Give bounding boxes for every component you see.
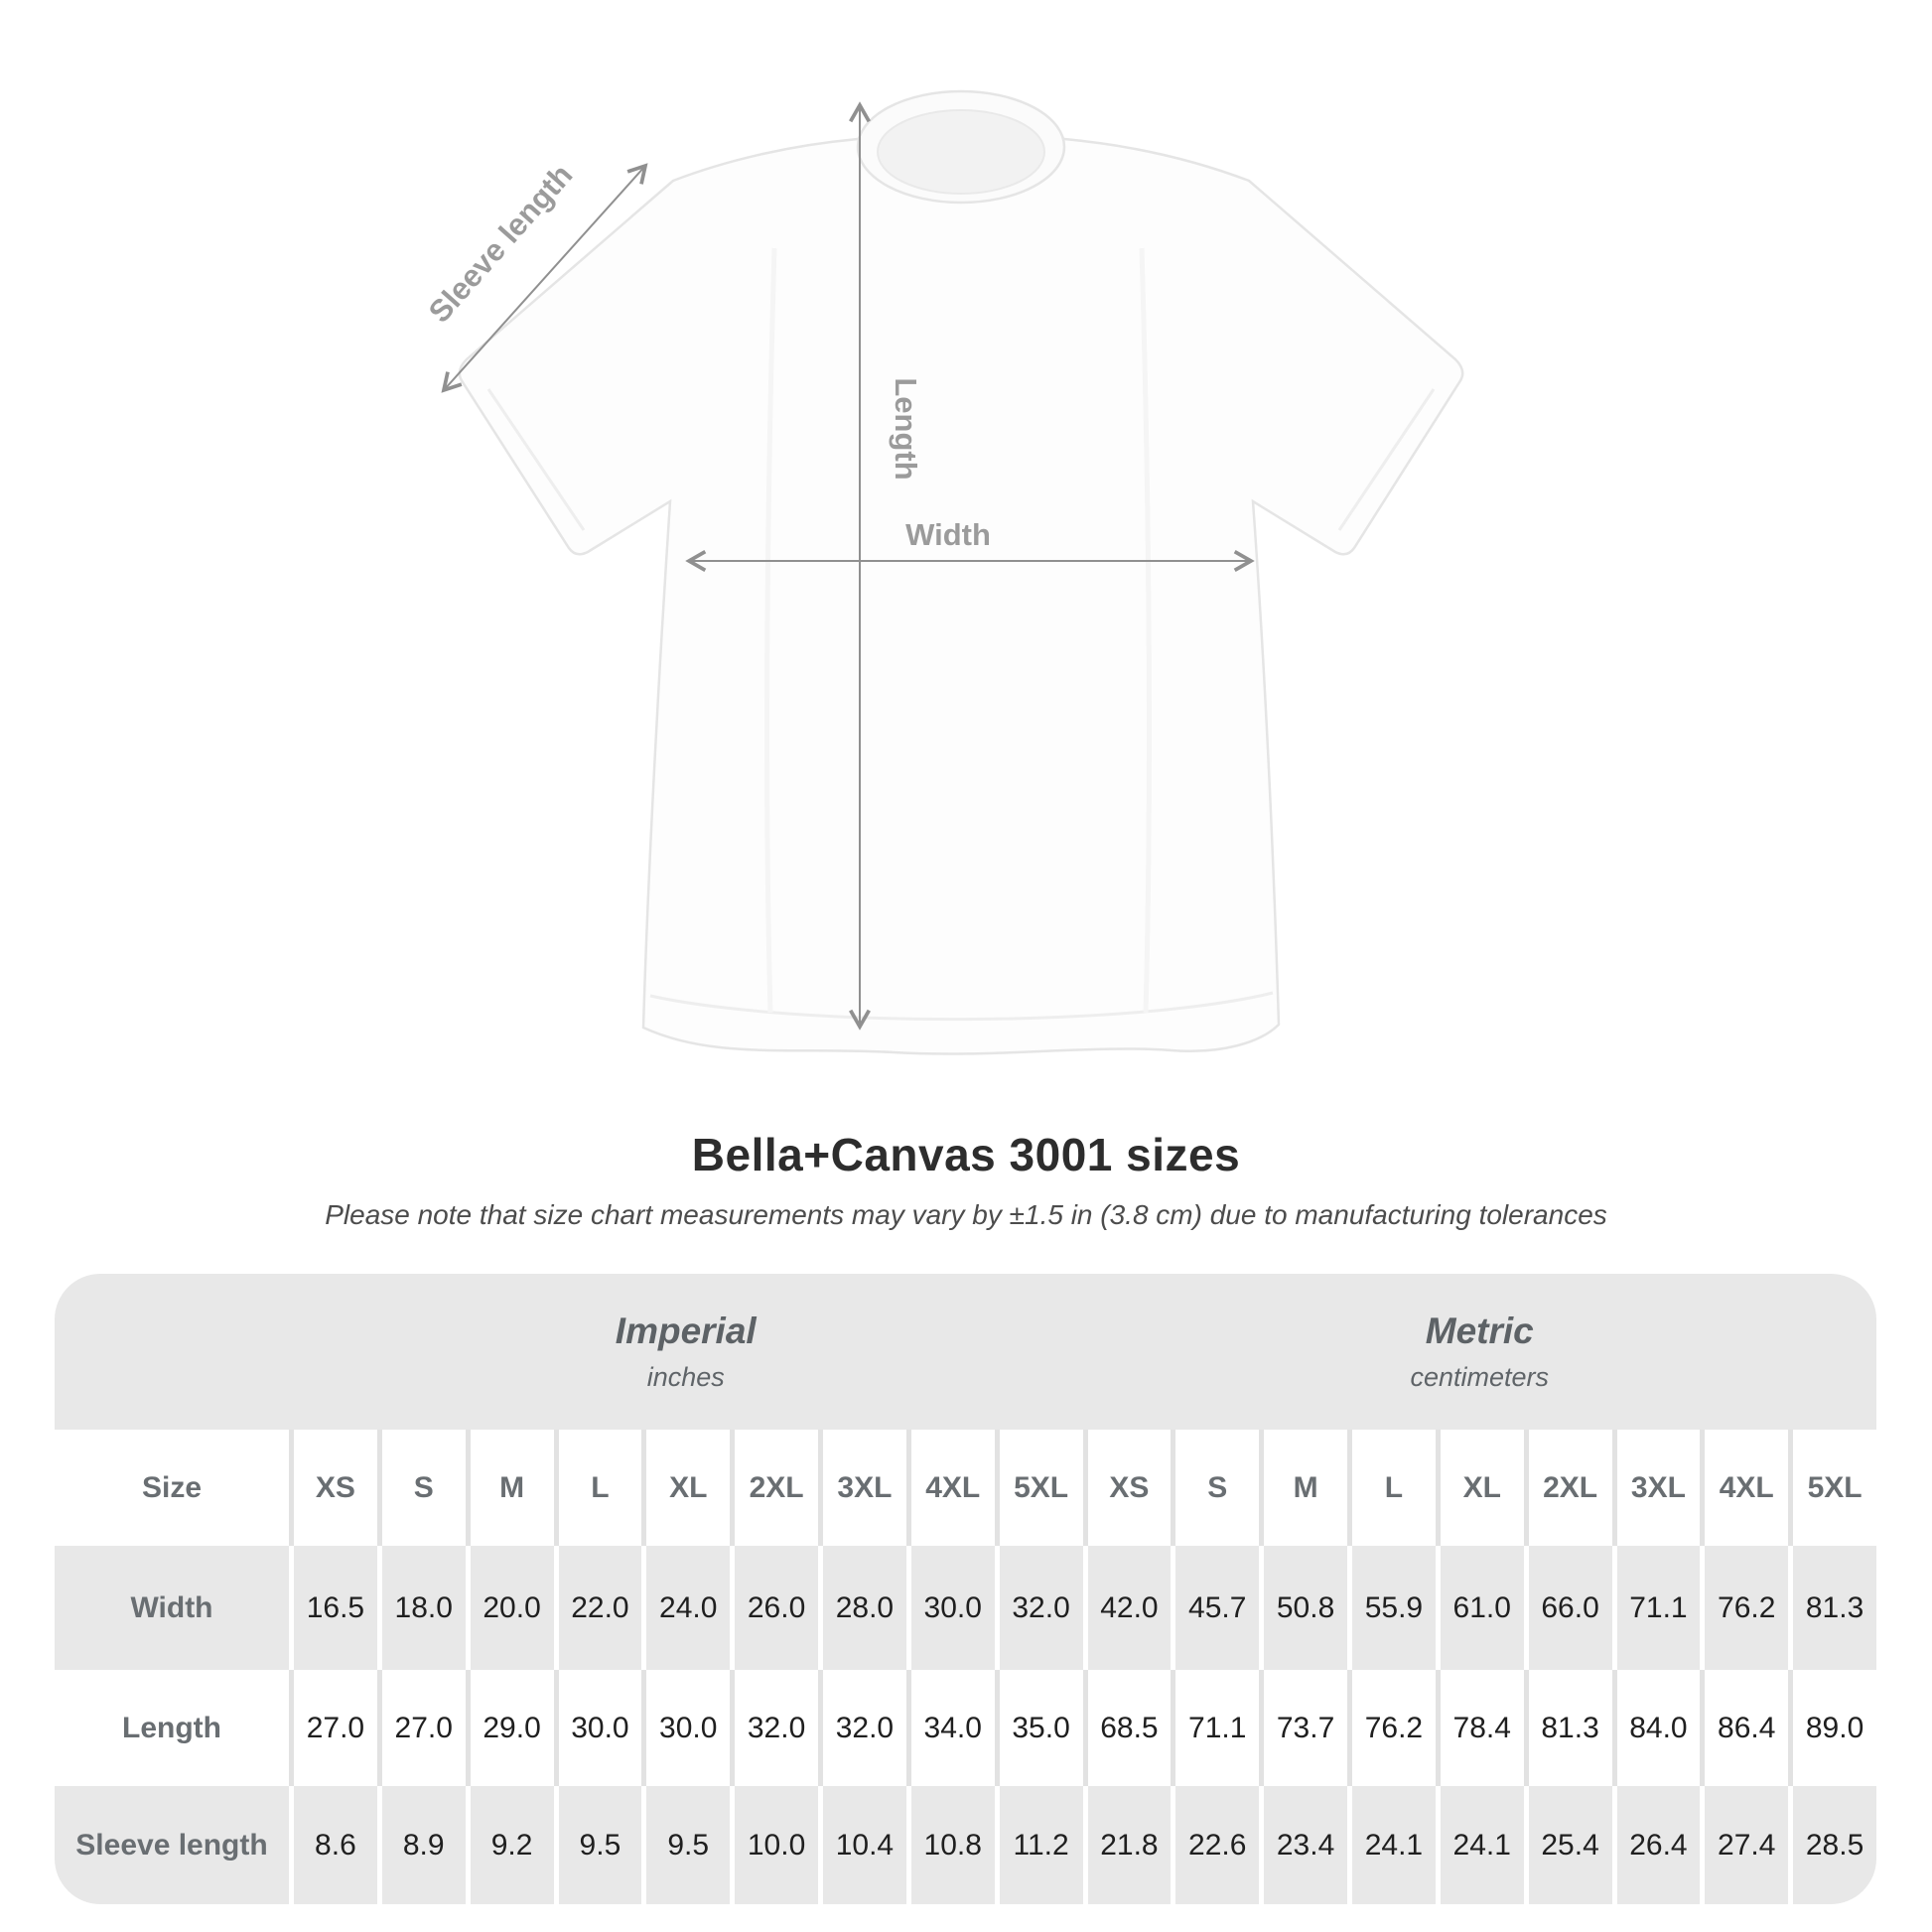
imperial-units-label: inches [646,1362,725,1392]
size-col-header: 4XL [906,1430,995,1546]
value-cell: 27.4 [1700,1786,1788,1904]
size-col-header: M [1259,1430,1347,1546]
row-label: Length [122,1711,221,1744]
size-col-header: 2XL [1524,1430,1612,1546]
size-col-header: 5XL [1788,1430,1876,1546]
value-cell: 18.0 [377,1546,466,1670]
value-cell: 55.9 [1347,1546,1436,1670]
value-cell: 24.1 [1347,1786,1436,1904]
value-cell: 89.0 [1788,1670,1876,1786]
value-cell: 22.0 [554,1546,642,1670]
value-cell: 21.8 [1083,1786,1172,1904]
page-subtitle: Please note that size chart measurements may vary by ±1.5 in (3.8 cm) due to manufacturing tolerances [325,1199,1607,1230]
sleeve-length-label: Sleeve length [421,157,580,330]
size-col-header: 5XL [995,1430,1083,1546]
value-cell: 34.0 [906,1670,995,1786]
value-cell: 9.5 [554,1786,642,1904]
value-cell: 32.0 [995,1546,1083,1670]
size-col-header: S [377,1430,466,1546]
value-cell: 26.4 [1612,1786,1701,1904]
metric-units-label: centimeters [1410,1362,1550,1392]
value-cell: 27.0 [289,1670,377,1786]
value-cell: 9.5 [641,1786,730,1904]
value-cell: 30.0 [641,1670,730,1786]
metric-group-header [1083,1274,1877,1430]
row-label: Sleeve length [55,1786,289,1904]
size-col-header: L [1347,1430,1436,1546]
value-cell: 10.0 [730,1786,818,1904]
value-cell: 81.3 [1788,1546,1876,1670]
value-cell: 24.1 [1436,1786,1524,1904]
value-cell: 29.0 [466,1670,554,1786]
t-shirt-shape [460,91,1462,1054]
page-title: Bella+Canvas 3001 sizes [691,1129,1241,1180]
value-cell: 9.2 [466,1786,554,1904]
value-cell: 76.2 [1700,1546,1788,1670]
value-cell: 81.3 [1524,1670,1612,1786]
value-cell: 50.8 [1259,1546,1347,1670]
value-cell: 27.0 [377,1670,466,1786]
imperial-label: Imperial [615,1311,757,1351]
table-row-width [55,1546,1876,1670]
value-cell: 11.2 [995,1786,1083,1904]
table-row-sleeve-length [55,1786,1876,1904]
size-col-header: 3XL [818,1430,906,1546]
size-header-row [55,1430,1876,1546]
value-cell: 28.0 [818,1546,906,1670]
value-cell: 24.0 [641,1546,730,1670]
size-col-header: 3XL [1612,1430,1701,1546]
size-col-header: XL [641,1430,730,1546]
value-cell: 26.0 [730,1546,818,1670]
value-cell: 30.0 [554,1670,642,1786]
size-col-header: 2XL [730,1430,818,1546]
value-cell: 45.7 [1171,1546,1259,1670]
value-cell: 35.0 [995,1670,1083,1786]
value-cell: 86.4 [1700,1670,1788,1786]
value-cell: 20.0 [466,1546,554,1670]
imperial-group-header [289,1274,1083,1430]
unit-group-header-row [55,1274,1876,1430]
value-cell: 42.0 [1083,1546,1172,1670]
value-cell: 28.5 [1788,1786,1876,1904]
value-cell: 16.5 [289,1546,377,1670]
value-cell: 22.6 [1171,1786,1259,1904]
metric-label: Metric [1425,1311,1534,1351]
table-row-length [55,1670,1876,1786]
value-cell: 76.2 [1347,1670,1436,1786]
size-col-header: L [554,1430,642,1546]
value-cell: 32.0 [818,1670,906,1786]
value-cell: 10.4 [818,1786,906,1904]
value-cell: 84.0 [1612,1670,1701,1786]
value-cell: 78.4 [1436,1670,1524,1786]
size-col-header: XS [289,1430,377,1546]
size-col-header: XL [1436,1430,1524,1546]
value-cell: 25.4 [1524,1786,1612,1904]
size-table [55,1274,1876,1904]
value-cell: 32.0 [730,1670,818,1786]
size-col-header: S [1171,1430,1259,1546]
row-label: Width [55,1546,289,1670]
size-col-header: 4XL [1700,1430,1788,1546]
value-cell: 23.4 [1259,1786,1347,1904]
value-cell: 30.0 [906,1546,995,1670]
value-cell: 71.1 [1612,1546,1701,1670]
size-col-header: XS [1083,1430,1172,1546]
group-spacer-cell [55,1274,289,1430]
length-label: Length [889,377,923,481]
value-cell: 61.0 [1436,1546,1524,1670]
value-cell: 73.7 [1259,1670,1347,1786]
value-cell: 71.1 [1171,1670,1259,1786]
value-cell: 10.8 [906,1786,995,1904]
value-cell: 8.6 [289,1786,377,1904]
width-label: Width [905,517,991,552]
value-cell: 8.9 [377,1786,466,1904]
size-col-header: M [466,1430,554,1546]
value-cell: 68.5 [1083,1670,1172,1786]
size-header-label: Size [141,1470,203,1504]
value-cell: 66.0 [1524,1546,1612,1670]
